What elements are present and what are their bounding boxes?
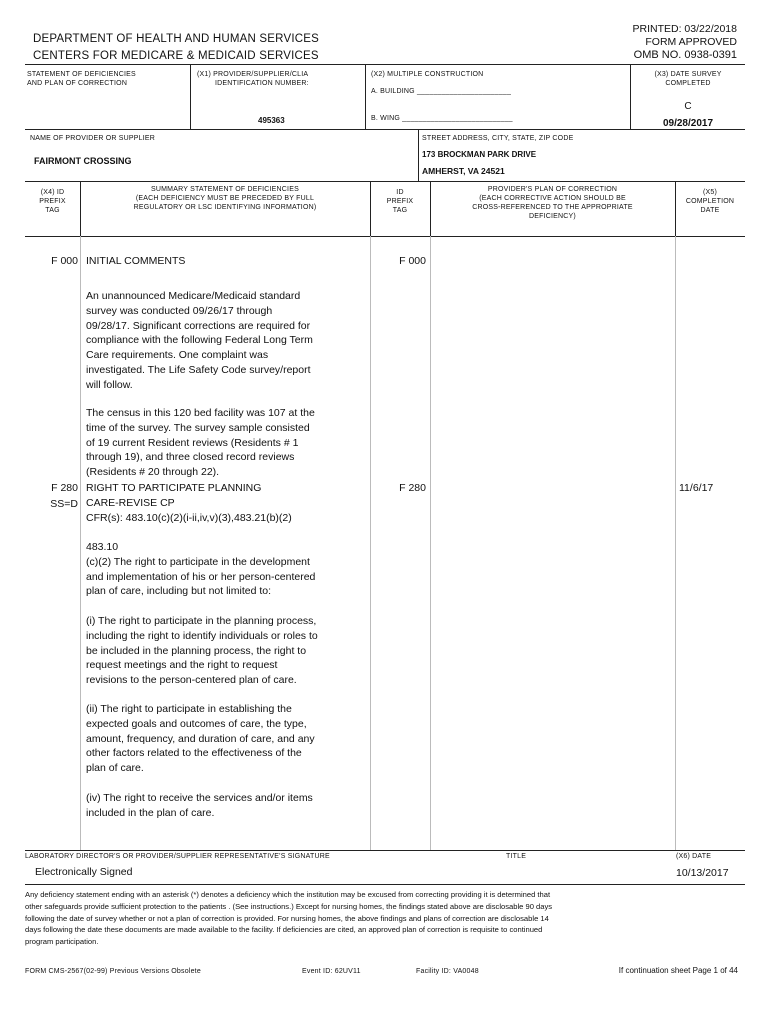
tag-f280: F 280	[51, 482, 78, 494]
provider-id-value: 495363	[258, 116, 285, 125]
tag-f000: F 000	[51, 255, 78, 267]
address-line-1: 173 BROCKMAN PARK DRIVE	[422, 150, 537, 159]
address-label: STREET ADDRESS, CITY, STATE, ZIP CODE	[422, 135, 574, 142]
f280-title: RIGHT TO PARTICIPATE PLANNING CARE-REVISE CP CFR(s): 483.10(c)(2)(i-ii,iv,v)(3),483.21(b)(2)	[86, 482, 292, 524]
signature-value: Electronically Signed	[35, 866, 133, 878]
signature-label: LABORATORY DIRECTOR'S OR PROVIDER/SUPPLIER REPRESENTATIVE'S SIGNATURE	[25, 853, 330, 860]
signature-date: 10/13/2017	[676, 867, 729, 879]
id-prefix-header: ID PREFIX TAG	[386, 189, 414, 214]
completion-header: (X5) COMPLETION DATE	[685, 189, 735, 214]
paragraph-census: The census in this 120 bed facility was 107 at the time of the survey. The survey sample consisted of 19 current Resident reviews (Residents # 1 through 19), and three closed record reviews (Residents # 20 through 22).	[86, 407, 315, 479]
plan-header: PROVIDER'S PLAN OF CORRECTION (EACH CORRECTIVE ACTION SHOULD BE CROSS-REFERENCED TO THE APPROPRIATE DEFICIENCY)	[472, 186, 633, 220]
severity-code: SS=D	[50, 498, 78, 510]
event-id: Event ID: 62UV11	[302, 968, 361, 975]
wing-field: B. WING ___________________________	[371, 115, 513, 122]
facility-id: Facility ID: VA0048	[416, 968, 479, 975]
x4-header: (X4) ID PREFIX TAG	[39, 189, 66, 214]
date-label: (X6) DATE	[676, 853, 712, 860]
form-number: FORM CMS-2567(02-99) Previous Versions Obsolete	[25, 968, 201, 975]
survey-code: C	[684, 101, 692, 112]
address-line-2: AMHERST, VA 24521	[422, 166, 505, 176]
tag-f280-right: F 280	[399, 482, 426, 494]
paragraph-right-iv: (iv) The right to receive the services and/or items included in the plan of care.	[86, 792, 313, 819]
disclaimer-text: Any deficiency statement ending with an asterisk (*) denotes a deficiency which the institution may be excused from correcting providing it is determined that other safeguards provide sufficient protection to the patients . (See instructions.) Except for nursing homes, the findings stated above are disclosable 90 days following the date of survey whether or not a plan of correction is provided. For nursing homes, the above findings and plans of correction are disclosable 14 days following the date these documents are made available to the facility. If deficiencies are cited, an approved plan of correction is requisite to continued program participation.	[25, 890, 553, 947]
provider-name-label: NAME OF PROVIDER OR SUPPLIER	[30, 135, 156, 142]
date-survey-label: (X3) DATE SURVEY COMPLETED	[654, 71, 722, 87]
initial-comments-title: INITIAL COMMENTS	[86, 255, 186, 267]
department-title: DEPARTMENT OF HEALTH AND HUMAN SERVICES	[33, 33, 319, 45]
paragraph-right-i: (i) The right to participate in the planning process, including the right to identify individuals or roles to be included in the planning process, the right to request meetings and the right to request revisions to the person-centered plan of care.	[86, 615, 318, 687]
printed-date: PRINTED: 03/22/2018	[632, 23, 737, 35]
provider-id-label: (X1) PROVIDER/SUPPLIER/CLIA IDENTIFICATION NUMBER:	[197, 71, 309, 87]
paragraph-survey: An unannounced Medicare/Medicaid standard survey was conducted 09/26/17 through 09/28/17. Significant corrections are required for compliance with the following Federal Long Term Care requirements. One complaint was investigated. The Life Safety Code survey/report will follow.	[86, 290, 313, 391]
omb-number: OMB NO. 0938-0391	[633, 49, 737, 61]
form-approval-block	[633, 23, 737, 62]
page-indicator: If continuation sheet Page 1 of 44	[618, 966, 738, 975]
building-field: A. BUILDING _______________________	[371, 88, 512, 95]
multiple-construction-label: (X2) MULTIPLE CONSTRUCTION	[371, 71, 484, 78]
tag-f000-right: F 000	[399, 255, 426, 267]
title-label: TITLE	[506, 853, 527, 860]
summary-header: SUMMARY STATEMENT OF DEFICIENCIES (EACH DEFICIENCY MUST BE PRECEDED BY FULL REGULATORY OR LSC IDENTIFYING INFORMATION)	[133, 186, 317, 211]
provider-name: FAIRMONT CROSSING	[34, 156, 132, 166]
completion-date-f280: 11/6/17	[679, 482, 714, 494]
paragraph-483-10: 483.10 (c)(2) The right to participate in the development and implementation of his or her person-centered plan of care, including but not limited to:	[86, 541, 316, 598]
statement-label: STATEMENT OF DEFICIENCIES AND PLAN OF CORRECTION	[27, 71, 136, 87]
survey-date: 09/28/2017	[662, 118, 714, 129]
paragraph-right-ii: (ii) The right to participate in establishing the expected goals and outcomes of care, the type, amount, frequency, and duration of care, and any other factors related to the effectiveness of the plan of care.	[86, 703, 315, 775]
agency-title: CENTERS FOR MEDICARE & MEDICAID SERVICES	[33, 50, 319, 62]
form-approved: FORM APPROVED	[645, 36, 737, 48]
